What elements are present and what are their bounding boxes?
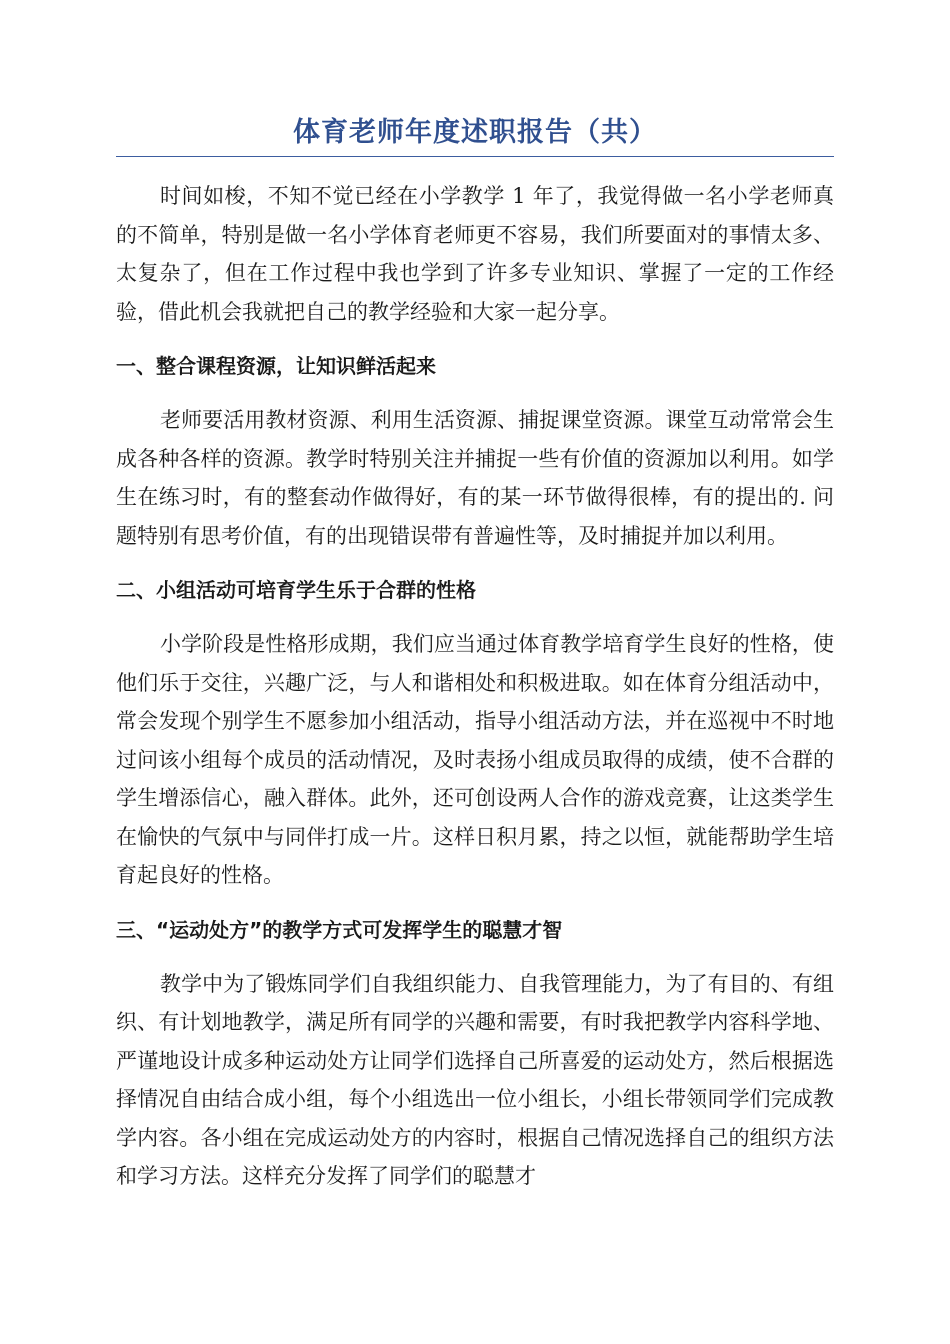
- section-3-body: 教学中为了锻炼同学们自我组织能力、自我管理能力，为了有目的、有组织、有计划地教学，满足所有同学的兴趣和需要，有时我把教学内容科学地、严谨地设计成多种运动处方让同学们选择自己所喜爱的运动处方，然后根据选择情况自由结合成小组，每个小组选出一位小组长，小组长带领同学们完成教学内容。各小组在完成运动处方的内容时，根据自己情况选择自己的组织方法和学习方法。这样充分发挥了同学们的聪慧才: [116, 971, 834, 1188]
- intro-paragraph: 时间如梭，不知不觉已经在小学教学 1 年了，我觉得做一名小学老师真的不简单，特别是做一名小学体育老师更不容易，我们所要面对的事情太多、太复杂了，但在工作过程中我也学到了许多专业知识、掌握了一定的工作经验，借此机会我就把自己的教学经验和大家一起分享。: [116, 184, 834, 324]
- title-underline: [116, 156, 834, 157]
- section-1-body: 老师要活用教材资源、利用生活资源、捕捉课堂资源。课堂互动常常会生成各种各样的资源。教学时特别关注并捕捉一些有价值的资源加以利用。如学生在练习时，有的整套动作做得好，有的某一环节做得很棒，有的提出的. 问题特别有思考价值，有的出现错误带有普遍性等，及时捕捉并加以利用。: [116, 408, 834, 548]
- document-title: 体育老师年度述职报告（共）: [293, 117, 657, 148]
- document-page: [116, 110, 834, 1216]
- section-1-heading: 一、整合课程资源，让知识鲜活起来: [116, 354, 436, 378]
- section-2-heading: 二、小组活动可培育学生乐于合群的性格: [116, 578, 476, 602]
- section-2-body: 小学阶段是性格形成期，我们应当通过体育教学培育学生良好的性格，使他们乐于交往，兴趣广泛，与人和谐相处和积极进取。如在体育分组活动中，常会发现个别学生不愿参加小组活动，指导小组活动方法，并在巡视中不时地过问该小组每个成员的活动情况，及时表扬小组成员取得的成绩，使不合群的学生增添信心，融入群体。此外，还可创设两人合作的游戏竞赛，让这类学生在愉快的气氛中与同伴打成一片。这样日积月累，持之以恒，就能帮助学生培育起良好的性格。: [116, 632, 834, 887]
- section-3-heading: 三、“运动处方”的教学方式可发挥学生的聪慧才智: [116, 917, 563, 942]
